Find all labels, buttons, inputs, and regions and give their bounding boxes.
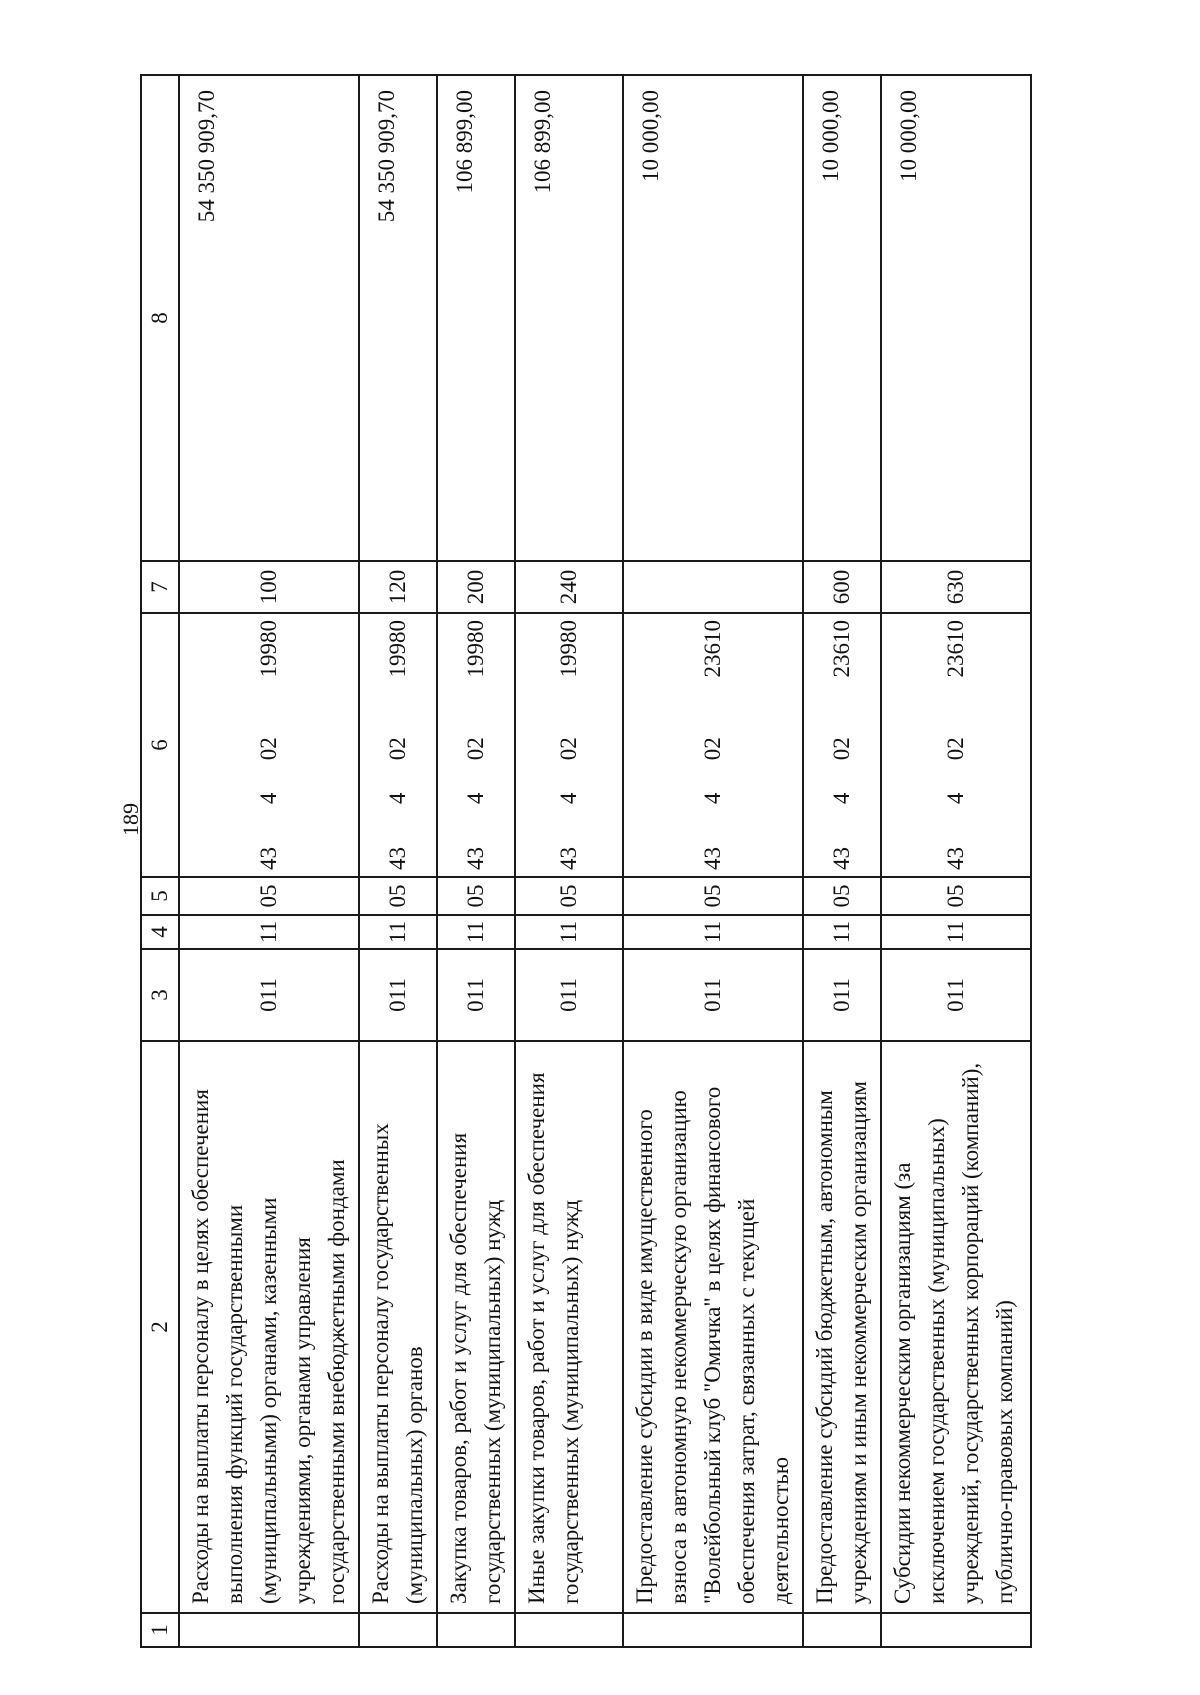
header-col-2: 2 bbox=[141, 1041, 179, 1613]
ministry-code: 011 bbox=[881, 949, 1031, 1041]
header-col-1: 1 bbox=[141, 1613, 179, 1647]
target-article-code: 43 4 02 19980 bbox=[179, 613, 359, 877]
page-number: 189 bbox=[118, 803, 143, 836]
expense-name: Иные закупки товаров, работ и услуг для обеспечения государственных (муниципальных) нужд bbox=[515, 1041, 623, 1613]
amount: 10 000,00 bbox=[803, 75, 881, 561]
row-index-cell bbox=[623, 1613, 803, 1647]
amount: 10 000,00 bbox=[623, 75, 803, 561]
header-col-5: 5 bbox=[141, 877, 179, 915]
row-index-cell bbox=[179, 1613, 359, 1647]
subsection-code: 05 bbox=[179, 877, 359, 915]
amount: 106 899,00 bbox=[437, 75, 515, 561]
ministry-code: 011 bbox=[179, 949, 359, 1041]
section-code: 11 bbox=[437, 915, 515, 949]
table-row bbox=[803, 75, 881, 1647]
ministry-code: 011 bbox=[623, 949, 803, 1041]
ministry-code: 011 bbox=[803, 949, 881, 1041]
target-article-code: 43 4 02 19980 bbox=[437, 613, 515, 877]
subsection-code: 05 bbox=[515, 877, 623, 915]
header-col-8: 8 bbox=[141, 75, 179, 561]
ministry-code: 011 bbox=[359, 949, 437, 1041]
target-article-code: 43 4 02 23610 bbox=[623, 613, 803, 877]
expense-type-code bbox=[623, 561, 803, 613]
ministry-code: 011 bbox=[437, 949, 515, 1041]
section-code: 11 bbox=[803, 915, 881, 949]
header-col-6: 6 bbox=[141, 613, 179, 877]
table-row bbox=[623, 75, 803, 1647]
expense-name: Предоставление субсидий бюджетным, автономным учреждениям и иным некоммерческим организациям bbox=[803, 1041, 881, 1613]
header-col-4: 4 bbox=[141, 915, 179, 949]
budget-table bbox=[140, 74, 1032, 1648]
table-row bbox=[515, 75, 623, 1647]
target-article-code: 43 4 02 19980 bbox=[359, 613, 437, 877]
expense-name: Субсидии некоммерческим организациям (за исключением государственных (муниципальных) учреждений, государственных корпораций (компаний), публично-правовых компаний) bbox=[881, 1041, 1031, 1613]
header-row bbox=[141, 75, 179, 1647]
row-index-cell bbox=[803, 1613, 881, 1647]
header-col-3: 3 bbox=[141, 949, 179, 1041]
section-code: 11 bbox=[359, 915, 437, 949]
budget-table-container bbox=[140, 76, 1028, 1648]
ministry-code: 011 bbox=[515, 949, 623, 1041]
subsection-code: 05 bbox=[803, 877, 881, 915]
table-row bbox=[881, 75, 1031, 1647]
row-index-cell bbox=[359, 1613, 437, 1647]
expense-type-code: 200 bbox=[437, 561, 515, 613]
subsection-code: 05 bbox=[881, 877, 1031, 915]
expense-name: Расходы на выплаты персоналу в целях обеспечения выполнения функций государственными (муниципальными) органами, казенными учреждениями, органами управления государственными внебюджетными фондами bbox=[179, 1041, 359, 1613]
expense-type-code: 240 bbox=[515, 561, 623, 613]
expense-name: Закупка товаров, работ и услуг для обеспечения государственных (муниципальных) нужд bbox=[437, 1041, 515, 1613]
subsection-code: 05 bbox=[623, 877, 803, 915]
expense-name: Предоставление субсидии в виде имущественного взноса в автономную некоммерческую организацию "Волейбольный клуб "Омичка" в целях финансового обеспечения затрат, связанных с текущей деятельностью bbox=[623, 1041, 803, 1613]
expense-type-code: 100 bbox=[179, 561, 359, 613]
row-index-cell bbox=[437, 1613, 515, 1647]
subsection-code: 05 bbox=[359, 877, 437, 915]
amount: 54 350 909,70 bbox=[359, 75, 437, 561]
expense-name: Расходы на выплаты персоналу государственных (муниципальных) органов bbox=[359, 1041, 437, 1613]
subsection-code: 05 bbox=[437, 877, 515, 915]
target-article-code: 43 4 02 23610 bbox=[803, 613, 881, 877]
amount: 10 000,00 bbox=[881, 75, 1031, 561]
section-code: 11 bbox=[179, 915, 359, 949]
table-row bbox=[359, 75, 437, 1647]
section-code: 11 bbox=[623, 915, 803, 949]
section-code: 11 bbox=[881, 915, 1031, 949]
table-row bbox=[437, 75, 515, 1647]
expense-type-code: 630 bbox=[881, 561, 1031, 613]
expense-type-code: 120 bbox=[359, 561, 437, 613]
section-code: 11 bbox=[515, 915, 623, 949]
expense-type-code: 600 bbox=[803, 561, 881, 613]
target-article-code: 43 4 02 23610 bbox=[881, 613, 1031, 877]
amount: 54 350 909,70 bbox=[179, 75, 359, 561]
table-row bbox=[179, 75, 359, 1647]
row-index-cell bbox=[515, 1613, 623, 1647]
amount: 106 899,00 bbox=[515, 75, 623, 561]
target-article-code: 43 4 02 19980 bbox=[515, 613, 623, 877]
header-col-7: 7 bbox=[141, 561, 179, 613]
row-index-cell bbox=[881, 1613, 1031, 1647]
